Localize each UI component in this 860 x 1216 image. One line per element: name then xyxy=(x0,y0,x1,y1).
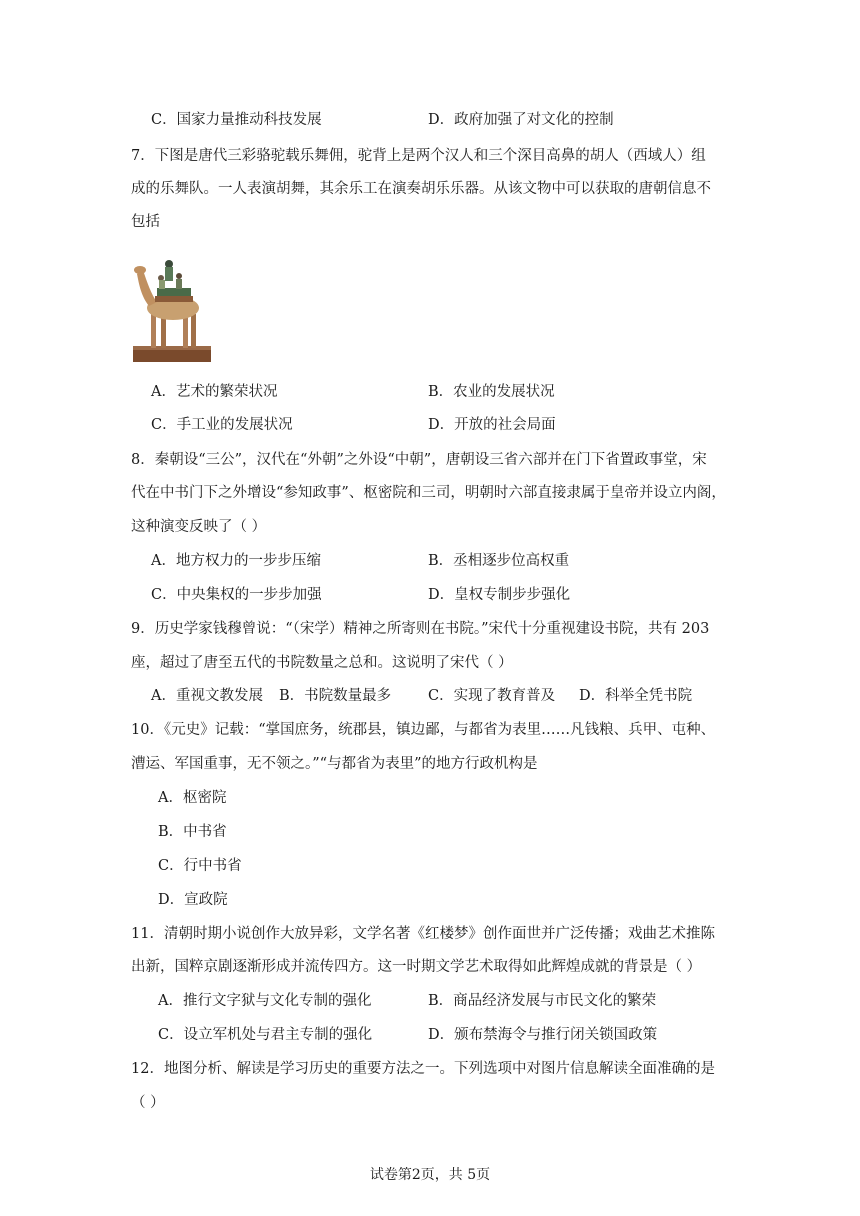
q11-option-a: A．推行文字狱与文化专制的强化 xyxy=(158,993,372,1009)
q10-stem-line-2: 漕运、军国重事，无不领之。”“与都省为表里”的地方行政机构是 xyxy=(131,756,538,772)
q9-stem-line-2: 座，超过了唐至五代的书院数量之总和。这说明了宋代（ ） xyxy=(131,655,513,671)
q6-option-d: D．政府加强了对文化的控制 xyxy=(428,112,614,128)
q8-stem-line-1: 8．秦朝设“三公”，汉代在“外朝”之外设“中朝”，唐朝设三省六部并在门下省置政事堂，宋 xyxy=(131,452,707,468)
q10-option-a: A．枢密院 xyxy=(158,790,227,806)
q7-option-c: C．手工业的发展状况 xyxy=(151,417,293,433)
q6-option-c: C．国家力量推动科技发展 xyxy=(151,112,322,128)
q7-option-d: D．开放的社会局面 xyxy=(428,417,556,433)
q9-option-b: B．书院数量最多 xyxy=(279,688,392,704)
q10-option-b: B．中书省 xyxy=(158,824,227,840)
q7-stem-line-3: 包括 xyxy=(131,214,160,230)
q7-stem-line-1: 7．下图是唐代三彩骆驼载乐舞佣，驼背上是两个汉人和三个深目高鼻的胡人（西域人）组 xyxy=(131,148,706,164)
q12-stem-line-2: （ ） xyxy=(131,1095,165,1111)
q11-stem-line-1: 11．清朝时期小说创作大放异彩，文学名著《红楼梦》创作面世并广泛传播；戏曲艺术推陈 xyxy=(131,926,715,942)
q12-stem-line-1: 12．地图分析、解读是学习历史的重要方法之一。下列选项中对图片信息解读全面准确的是 xyxy=(131,1061,715,1077)
q7-option-b: B．农业的发展状况 xyxy=(428,384,555,400)
q11-option-c: C．设立军机处与君主专制的强化 xyxy=(158,1027,373,1043)
q8-option-b: B．丞相逐步位高权重 xyxy=(428,553,570,569)
q11-option-d: D．颁布禁海令与推行闭关锁国政策 xyxy=(428,1027,658,1043)
q10-stem-line-1: 10．《元史》记载：“掌国庶务，统郡县，镇边鄙，与都省为表里……凡钱粮、兵甲、屯种、 xyxy=(131,722,716,738)
q9-option-d: D．科举全凭书院 xyxy=(579,688,693,704)
page-footer: 试卷第2页，共 5页 xyxy=(369,1167,491,1183)
q8-stem-line-3: 这种演变反映了（ ） xyxy=(131,519,267,535)
tang-camel-figurine-image xyxy=(131,252,213,366)
q10-option-d: D．宣政院 xyxy=(158,892,228,908)
q7-stem-line-2: 成的乐舞队。一人表演胡舞，其余乐工在演奏胡乐乐器。从该文物中可以获取的唐朝信息不 xyxy=(131,181,711,197)
q8-option-c: C．中央集权的一步步加强 xyxy=(151,587,322,603)
q7-option-a: A．艺术的繁荣状况 xyxy=(151,384,278,400)
q9-option-c: C．实现了教育普及 xyxy=(428,688,556,704)
q8-option-d: D．皇权专制步步强化 xyxy=(428,587,571,603)
q11-stem-line-2: 出新，国粹京剧逐渐形成并流传四方。这一时期文学艺术取得如此辉煌成就的背景是（ ） xyxy=(131,959,702,975)
q11-option-b: B．商品经济发展与市民文化的繁荣 xyxy=(428,993,657,1009)
q8-option-a: A．地方权力的一步步压缩 xyxy=(151,553,321,569)
q10-option-c: C．行中书省 xyxy=(158,858,242,874)
q9-stem-line-1: 9．历史学家钱穆曾说：“（宋学）精神之所寄则在书院。”宋代十分重视建设书院，共有 203 xyxy=(131,621,710,637)
q9-option-a: A．重视文教发展 xyxy=(151,688,263,704)
q8-stem-line-2: 代在中书门下之外增设“参知政事”、枢密院和三司，明朝时六部直接隶属于皇帝并设立内阁， xyxy=(131,485,726,501)
